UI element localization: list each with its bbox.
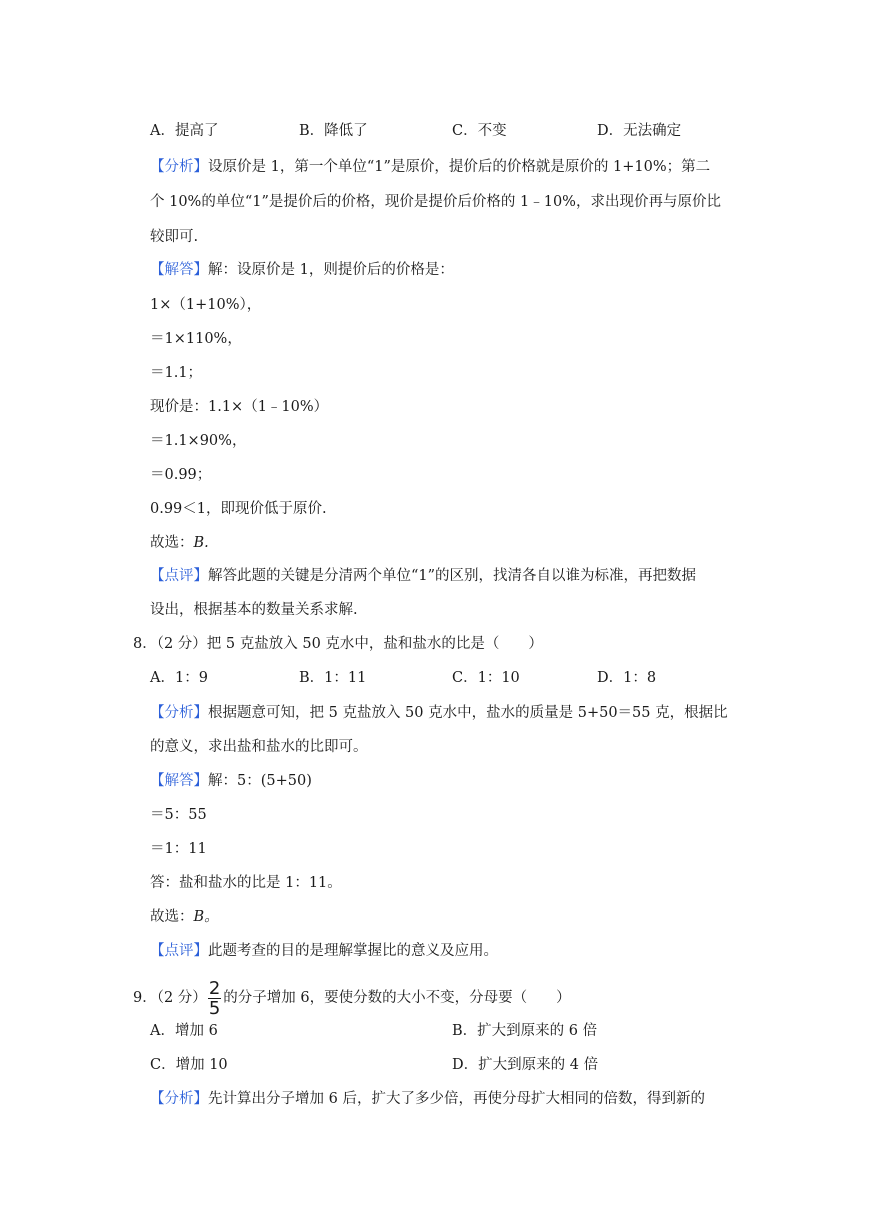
comment-tag: 【点评】	[150, 568, 208, 584]
choice-letter: B.	[193, 535, 209, 551]
q8-step-2: ＝1：11	[150, 841, 207, 857]
q9-option-c: C．增加 10	[150, 1057, 228, 1073]
q7-step-3: ＝1.1；	[150, 365, 203, 381]
q7-step-7: 0.99＜1，即现价低于原价.	[150, 501, 327, 517]
q9-option-b: B．扩大到原来的 6 倍	[452, 1023, 598, 1039]
q9-analysis-line-1: 【分析】先计算出分子增加 6 后，扩大了多少倍，再使分母扩大相同的倍数，得到新的	[150, 1091, 705, 1107]
q7-step-5: ＝1.1×90%，	[150, 433, 247, 449]
fraction-two-fifths	[208, 979, 221, 1018]
fraction-denominator: 5	[208, 997, 221, 1019]
q8-option-d: D．1：8	[597, 670, 657, 686]
q7-analysis-line-3: 较即可.	[150, 229, 199, 245]
q8-comment-line: 【点评】此题考查的目的是理解掌握比的意义及应用。	[150, 943, 498, 959]
q7-option-c: C．不变	[452, 123, 507, 139]
q7-step-4: 现价是：1.1×（1﹣10%）	[150, 399, 329, 415]
q7-comment-line-2: 设出，根据基本的数量关系求解.	[150, 602, 358, 618]
q8-analysis-line-2: 的意义，求出盐和盐水的比即可。	[150, 739, 368, 755]
q9-option-d: D．扩大到原来的 4 倍	[452, 1057, 599, 1073]
q8-step-3: 答：盐和盐水的比是 1：11。	[150, 875, 342, 891]
analysis-tag: 【分析】	[150, 705, 208, 721]
q7-option-b: B．降低了	[299, 123, 368, 139]
q8-answer-line: 【解答】解：5：(5+50)	[150, 773, 312, 789]
q8-option-c: C．1：10	[452, 670, 520, 686]
q7-option-d: D．无法确定	[597, 123, 682, 139]
q7-analysis-line-1: 【分析】设原价是 1，第一个单位“1”是原价，提价后的价格就是原价的 1+10%；第二	[150, 159, 711, 175]
analysis-tag: 【分析】	[150, 159, 208, 175]
q7-analysis-line-2: 个 10%的单位“1”是提价后的价格，现价是提价后价格的 1﹣10%，求出现价再与原价比	[150, 194, 721, 210]
q7-step-1: 1×（1+10%），	[150, 297, 262, 313]
answer-tag: 【解答】	[150, 262, 208, 278]
q8-option-a: A．1：9	[150, 670, 208, 686]
q9-option-a: A．增加 6	[150, 1023, 218, 1039]
q7-comment-line-1: 【点评】解答此题的关键是分清两个单位“1”的区别，找清各自以谁为标准，再把数据	[150, 568, 697, 584]
fraction-numerator: 2	[208, 977, 221, 999]
q7-choice: 故选：B.	[150, 535, 209, 551]
analysis-tag: 【分析】	[150, 1091, 208, 1107]
choice-letter: B。	[193, 909, 219, 925]
q8-stem: 8．（2 分）把 5 克盐放入 50 克水中，盐和盐水的比是（ ）	[133, 636, 543, 652]
q8-step-1: ＝5：55	[150, 807, 207, 823]
q8-choice: 故选：B。	[150, 909, 219, 925]
q7-step-2: ＝1×110%，	[150, 331, 242, 347]
q8-option-b: B．1：11	[299, 670, 367, 686]
q7-answer-line: 【解答】解：设原价是 1，则提价后的价格是：	[150, 262, 454, 278]
answer-tag: 【解答】	[150, 773, 208, 789]
q8-analysis-line-1: 【分析】根据题意可知，把 5 克盐放入 50 克水中，盐水的质量是 5+50＝55 克，根据比	[150, 705, 728, 721]
q9-stem: 9．（2 分） $\frac{2}{5}$ 的分子增加 6，要使分数的大小不变，分母要（ ）	[133, 977, 571, 1019]
q7-option-a: A．提高了	[150, 123, 219, 139]
q7-step-6: ＝0.99；	[150, 467, 212, 483]
comment-tag: 【点评】	[150, 943, 208, 959]
